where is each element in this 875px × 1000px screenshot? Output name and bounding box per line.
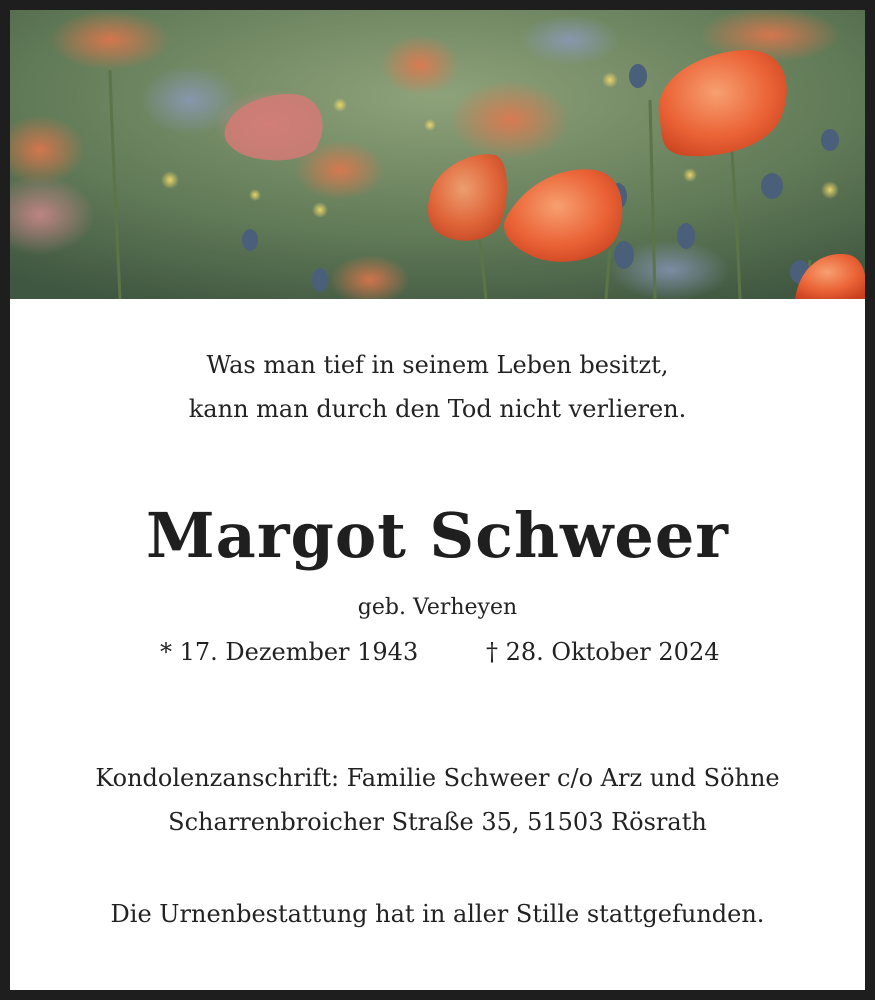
condolence-address-line-1: Kondolenzanschrift: Familie Schweer c/o Arz und Söhne (95, 764, 780, 792)
deceased-name: Margot Schweer (146, 499, 729, 572)
condolence-address-line-2: Scharrenbroicher Straße 35, 51503 Rösrath (168, 808, 707, 836)
birth-name: geb. Verheyen (357, 595, 518, 620)
burial-note: Die Urnenbestattung hat in aller Stille stattgefunden. (110, 900, 765, 928)
death-date: † 28. Oktober 2024 (486, 638, 720, 666)
birth-date: * 17. Dezember 1943 (160, 638, 419, 666)
poppy-field-photo (10, 10, 865, 299)
quote-line-2: kann man durch den Tod nicht verlieren. (188, 395, 687, 423)
quote-line-1: Was man tief in seinem Leben besitzt, (206, 351, 669, 379)
obituary-text-area (10, 299, 865, 990)
poppy-field-illustration (10, 10, 865, 299)
